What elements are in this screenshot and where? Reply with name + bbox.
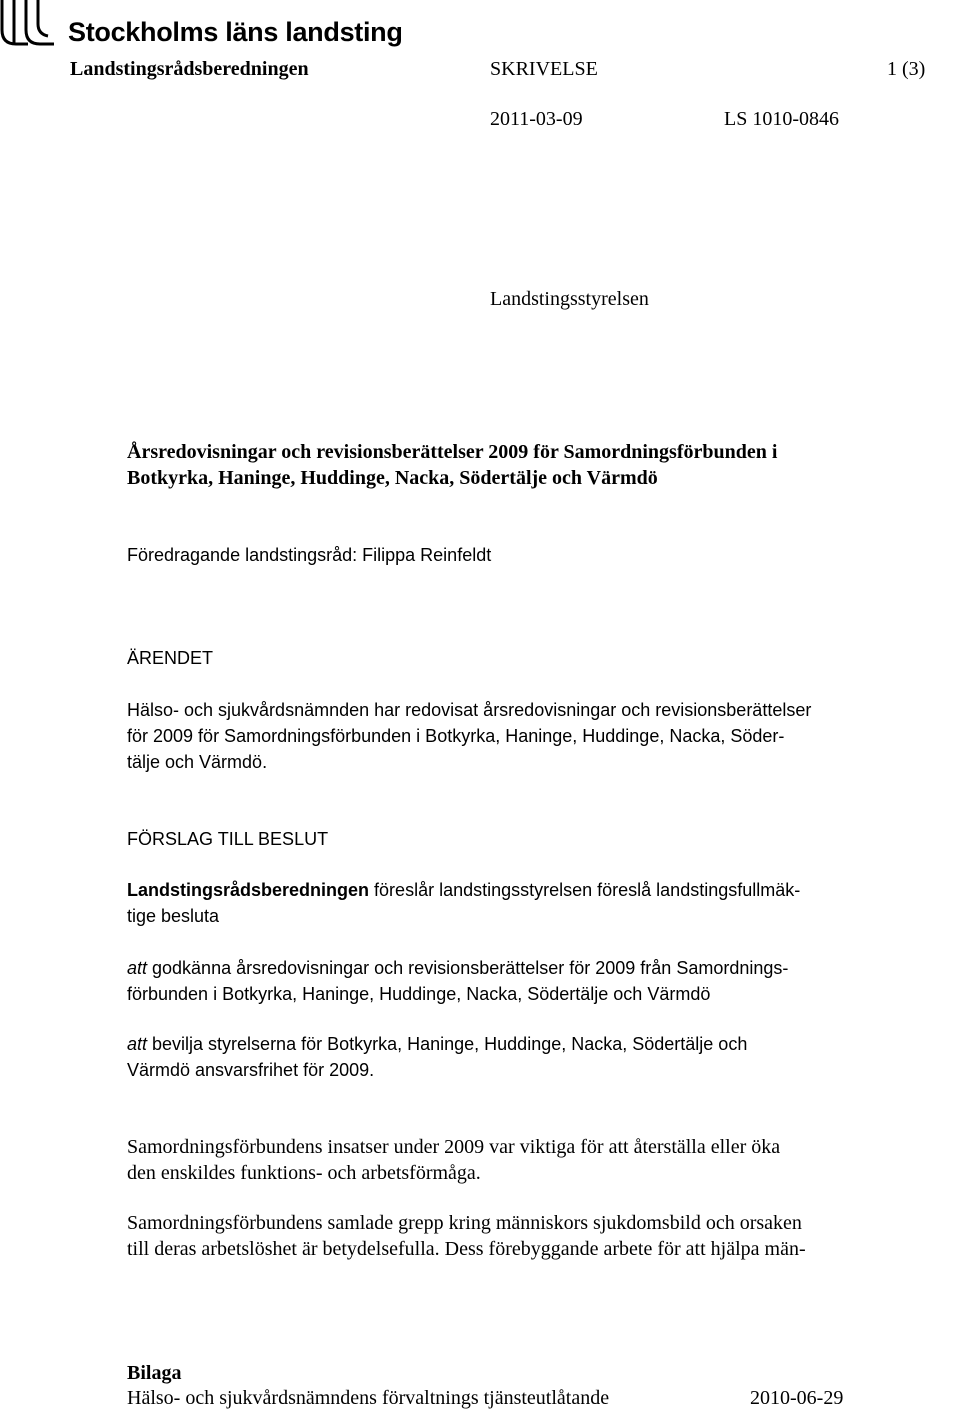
section-heading-forslag: FÖRSLAG TILL BESLUT — [127, 829, 329, 849]
forslag-intro-line-1 — [127, 877, 800, 903]
forslag-intro-bold: Landstingsrådsberedningen — [127, 880, 370, 900]
arendet-line-1: Hälso- och sjukvårdsnämnden har redovisat årsredovisningar och revisionsberättelser — [127, 700, 812, 720]
forslag-intro-rest: föreslår landstingsstyrelsen föreslå landstingsfullmäk- — [369, 880, 801, 900]
body-para-2-line-1: Samordningsförbundens samlade grepp kring människors sjukdomsbild och orsaken — [127, 1212, 802, 1234]
doc-title-line-2: Botkyrka, Haninge, Huddinge, Nacka, Södertälje och Värmdö — [127, 467, 658, 489]
att-keyword: att — [127, 958, 148, 978]
org-name: Stockholms läns landsting — [68, 17, 403, 47]
forslag-intro-line-2: tige besluta — [127, 906, 220, 926]
att-clause-1-line-1 — [127, 955, 788, 981]
arendet-line-2: för 2009 för Samordningsförbunden i Botkyrka, Haninge, Huddinge, Nacka, Söder- — [127, 726, 785, 746]
body-para-2-line-2: till deras arbetslöshet är betydelsefulla. Dess förebyggande arbete för att hjälpa män- — [127, 1238, 806, 1260]
att-clause-2-line-1 — [127, 1031, 747, 1057]
doc-date: 2011-03-09 — [490, 108, 583, 130]
att-keyword: att — [127, 1034, 148, 1054]
page-number: 1 (3) — [887, 58, 926, 80]
doc-title-line-1: Årsredovisningar och revisionsberättelser 2009 för Samordningsförbunden i — [127, 441, 778, 463]
presenter: Föredragande landstingsråd: Filippa Reinfeldt — [127, 545, 492, 565]
arendet-line-3: tälje och Värmdö. — [127, 752, 268, 772]
body-para-1-line-1: Samordningsförbundens insatser under 2009 var viktiga för att återställa eller öka — [127, 1136, 781, 1158]
att-clause-1-line-2: förbunden i Botkyrka, Haninge, Huddinge, Nacka, Södertälje och Värmdö — [127, 984, 711, 1004]
att-clause-2-line-2: Värmdö ansvarsfrihet för 2009. — [127, 1060, 375, 1080]
doc-type: SKRIVELSE — [490, 58, 598, 80]
section-heading-arendet: ÄRENDET — [127, 648, 214, 668]
att-clause-1-text: godkänna årsredovisningar och revisionsberättelser för 2009 från Samordnings- — [147, 958, 789, 978]
sll-logo-icon — [0, 0, 66, 55]
body-para-1-line-2: den enskildes funktions- och arbetsförmåga. — [127, 1162, 481, 1184]
ref-number: LS 1010-0846 — [724, 108, 839, 130]
bilaga-item-date: 2010-06-29 — [750, 1387, 844, 1409]
bilaga-heading: Bilaga — [127, 1362, 182, 1384]
department-name: Landstingsrådsberedningen — [70, 58, 309, 80]
bilaga-item: Hälso- och sjukvårdsnämndens förvaltnings tjänsteutlåtande — [127, 1387, 610, 1409]
recipient: Landstingsstyrelsen — [490, 288, 649, 310]
att-clause-2-text: bevilja styrelserna för Botkyrka, Haninge, Huddinge, Nacka, Södertälje och — [147, 1034, 748, 1054]
